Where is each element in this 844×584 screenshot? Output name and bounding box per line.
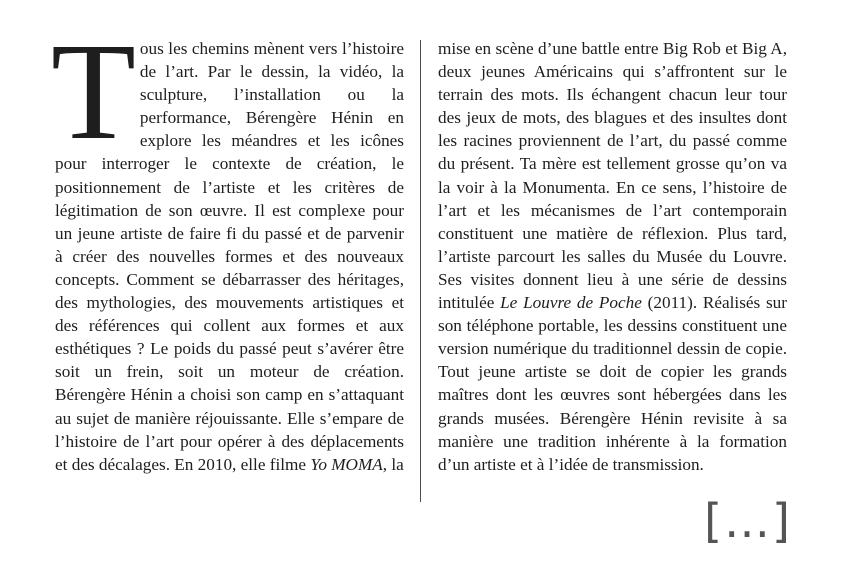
artwork-title-yo-moma: Yo MOMA xyxy=(310,454,383,474)
left-column xyxy=(51,15,404,476)
right-column xyxy=(438,37,787,476)
dropcap-letter: T xyxy=(51,15,136,169)
left-text-part-2: , la xyxy=(382,454,404,474)
right-text-part-1: mise en scène d’une battle entre Big Rob et Big A, deux jeunes Américains qui s’affrontent sur le terrain des mots. Ils échangent chacun leur tour des jeux de mots, des blagues et des insultes dont les racines proviennent de l’art, du passé comme du présent. Ta mère est tellement grosse qu’on va la voir à la Monumenta. En ce sens, l’histoire de l’art et les mécanismes de l’art contemporain constituent une matière de réflexion. Plus tard, l’artiste parcourt les salles du Musée du Louvre. Ses visites donnent lieu à une série de dessins intitulée xyxy=(438,39,787,313)
right-text-part-2: (2011). Réalisés sur son téléphone portable, les dessins constituent une version numérique du traditionnel dessin de copie. Tout jeune artiste se doit de copier les grands maîtres dont les œuvres sont hébergées dans les grands musées. Bérengère Hénin revisite à sa manière une tradition inhérente à la formation d’un artiste et à l’idée de transmission. xyxy=(438,293,787,474)
artwork-title-louvre-de-poche: Le Louvre de Poche xyxy=(500,293,642,313)
column-divider xyxy=(420,40,421,502)
left-text-part-1: ous les chemins mènent vers l’histoire de l’art. Par le dessin, la vidéo, la sculpture, l’installation ou la performance, Bérengère Hénin en explore les méandres et les icônes pour interroger le contexte de création, le positionnement de l’artiste et les critères de légitimation de son œuvre. Il est complexe pour un jeune artiste de faire fi du passé et de parvenir à créer des nouvelles formes et des nouveaux concepts. Comment se débarrasser des héritages, des mythologies, des mouvements artistiques et des références qui collent aux formes et aux esthétiques ? Le poids du passé peut s’avérer être soit un frein, soit un moteur de création. Bérengère Hénin a choisi son camp en s’attaquant au sujet de manière réjouissante. Elle s’empare de l’histoire de l’art pour opérer à des déplacements et des décalages. En 2010, elle filme xyxy=(55,39,404,474)
continuation-mark: […] xyxy=(704,494,792,548)
left-paragraph xyxy=(51,15,404,476)
right-paragraph xyxy=(438,37,787,476)
